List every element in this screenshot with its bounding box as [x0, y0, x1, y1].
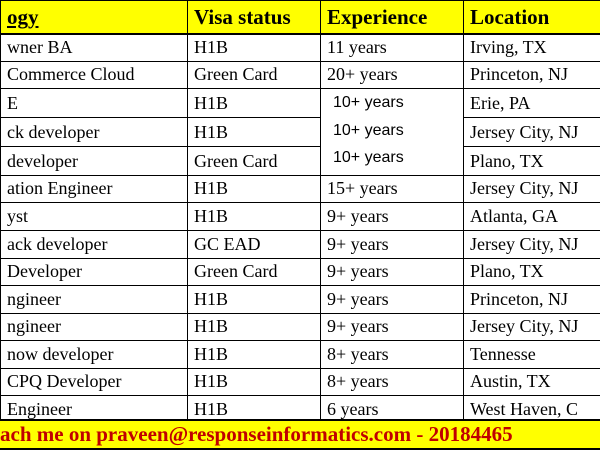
cell-visa: Green Card [188, 146, 321, 175]
cell-technology: wner BA [1, 34, 188, 62]
cell-location: Irving, TX [464, 34, 600, 62]
cell-technology: ngineer [1, 286, 188, 314]
cell-visa: Green Card [188, 258, 321, 286]
cell-location: Jersey City, NJ [464, 230, 600, 258]
cell-visa: H1B [188, 313, 321, 341]
cell-location: Austin, TX [464, 368, 600, 396]
cell-technology: Commerce Cloud [1, 61, 188, 89]
cell-location: Plano, TX [464, 258, 600, 286]
cell-visa: H1B [188, 34, 321, 62]
cell-experience: 10+ years [333, 121, 404, 139]
cell-technology: Engineer [1, 396, 188, 424]
cell-experience: 10+ years [333, 149, 404, 167]
cell-technology: Developer [1, 258, 188, 286]
column-header-experience: Experience [321, 1, 464, 34]
cell-experience: 11 years [321, 34, 464, 62]
column-header-location: Location [464, 1, 600, 34]
cell-experience: 20+ years [321, 61, 464, 89]
cell-technology: ngineer [1, 313, 188, 341]
cell-location: Atlanta, GA [464, 203, 600, 231]
cell-visa: H1B [188, 396, 321, 424]
cell-experience: 9+ years [321, 286, 464, 314]
cell-visa: H1B [188, 118, 321, 147]
table-row [1, 175, 600, 203]
cell-experience: 8+ years [321, 341, 464, 369]
contact-banner [0, 419, 600, 450]
cell-experience-merged [321, 89, 464, 176]
column-header-visa-status: Visa status [188, 1, 321, 34]
contact-text: ach me on praveen@responseinformatics.com - 20184465 [0, 422, 513, 446]
table-row [1, 230, 600, 258]
cell-experience: 9+ years [321, 313, 464, 341]
cell-technology: now developer [1, 341, 188, 369]
table-row [1, 61, 600, 89]
cell-technology: ack developer [1, 230, 188, 258]
cell-experience: 9+ years [321, 258, 464, 286]
table-row [1, 89, 600, 118]
cell-visa: H1B [188, 368, 321, 396]
cell-technology: CPQ Developer [1, 368, 188, 396]
cell-location: West Haven, C [464, 396, 600, 424]
cell-experience: 9+ years [321, 230, 464, 258]
cell-experience: 10+ years [333, 94, 404, 112]
cell-location: Jersey City, NJ [464, 175, 600, 203]
cell-visa: H1B [188, 203, 321, 231]
header-row [1, 1, 600, 34]
cell-location: Tennesse [464, 341, 600, 369]
cell-visa: H1B [188, 286, 321, 314]
cell-visa: Green Card [188, 61, 321, 89]
cell-experience: 6 years [321, 396, 464, 424]
table-row [1, 286, 600, 314]
table-row [1, 34, 600, 62]
cell-visa: H1B [188, 89, 321, 118]
cell-technology: E [1, 89, 188, 118]
cell-location: Princeton, NJ [464, 61, 600, 89]
cell-experience: 8+ years [321, 368, 464, 396]
cell-visa: H1B [188, 341, 321, 369]
cell-location: Jersey City, NJ [464, 118, 600, 147]
cell-technology: developer [1, 146, 188, 175]
table-row [1, 341, 600, 369]
cell-visa: GC EAD [188, 230, 321, 258]
table-row [1, 146, 600, 175]
cell-technology: ation Engineer [1, 175, 188, 203]
cell-experience: 15+ years [321, 175, 464, 203]
cell-location: Jersey City, NJ [464, 313, 600, 341]
column-header-technology: ogy [1, 1, 188, 34]
cell-location: Erie, PA [464, 89, 600, 118]
cell-location: Plano, TX [464, 146, 600, 175]
cell-location: Princeton, NJ [464, 286, 600, 314]
cell-visa: H1B [188, 175, 321, 203]
cell-technology: ck developer [1, 118, 188, 147]
table-row [1, 368, 600, 396]
table-row [1, 118, 600, 147]
cell-experience: 9+ years [321, 203, 464, 231]
table-row [1, 203, 600, 231]
table-row [1, 313, 600, 341]
cell-technology: yst [1, 203, 188, 231]
table-row [1, 258, 600, 286]
